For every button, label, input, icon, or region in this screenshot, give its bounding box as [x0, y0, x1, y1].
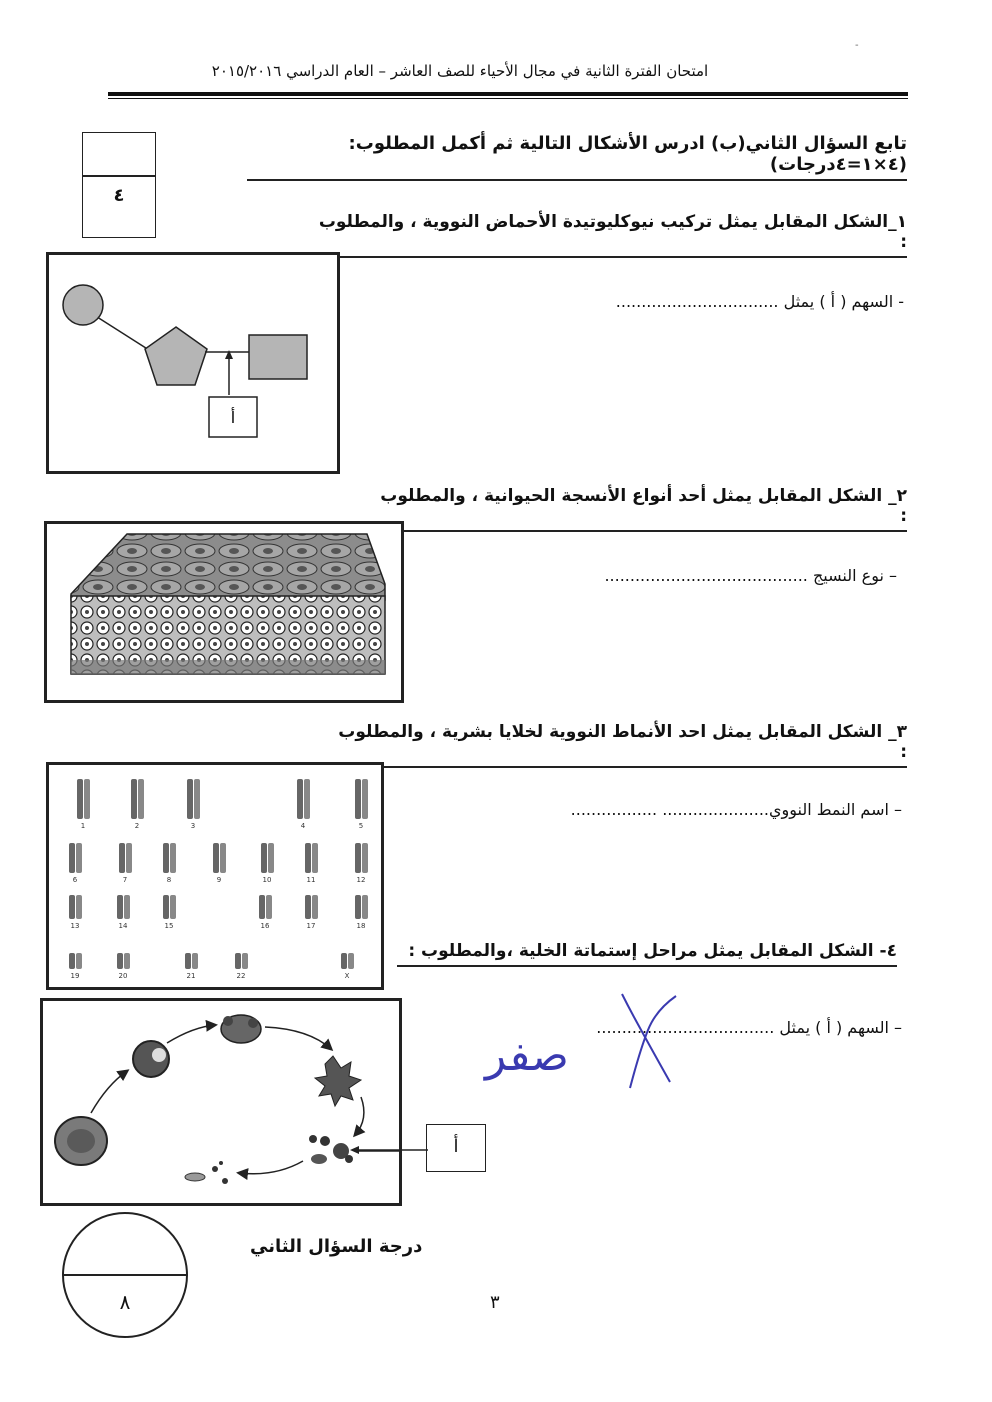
apoptosis-arrow-label: أ: [453, 1136, 459, 1157]
chromosome-label: 8: [166, 876, 172, 884]
chromosome-label: 17: [306, 922, 316, 930]
chromosome: [117, 895, 130, 930]
chromosome-label: 18: [356, 922, 366, 930]
chromosome: [213, 843, 226, 884]
question-grade-circle: [62, 1212, 188, 1338]
arrow-label: أ: [230, 408, 236, 427]
question-grade-label: درجة السؤال الثاني: [250, 1236, 423, 1257]
chromosome: [163, 843, 176, 884]
cell-stage-6: [185, 1161, 228, 1184]
chromosome: [185, 953, 198, 980]
question-score-box: [82, 132, 156, 238]
chromosome: [163, 895, 176, 930]
chromosome-label: 14: [118, 922, 128, 930]
tissue-figure: [44, 521, 404, 703]
chromosome: [297, 779, 310, 830]
item3-title: ٣_ الشكل المقابل يمثل احد الأنماط النووية لخلايا بشرية ، والمطلوب :: [337, 722, 907, 768]
chromosome: [77, 779, 90, 830]
question-score-value: ٤: [113, 185, 125, 206]
chromosome: [355, 779, 368, 830]
chromosome-label: 7: [122, 876, 128, 884]
chromosome: [261, 843, 274, 884]
item1-answer: - السهم ( أ ) يمثل ................................: [615, 292, 904, 311]
chromosome: [69, 843, 82, 884]
chromosome-label: 20: [118, 972, 128, 980]
tissue-diagram: [47, 524, 401, 700]
chromosome: [131, 779, 144, 830]
cell-stage-3: [221, 1015, 261, 1043]
chromosome-label: 5: [358, 822, 364, 830]
chromosome-label: 16: [260, 922, 270, 930]
grading-zero-mark: صفر: [485, 1030, 569, 1081]
apoptosis-arrow-pointer: [350, 1138, 430, 1162]
apoptosis-arrow-label-box: [426, 1124, 486, 1172]
question-title: تابع السؤال الثاني(ب) ادرس الأشكال التالية ثم أكمل المطلوب: (٤×١=٤درجات): [247, 133, 907, 181]
item4-answer: – السهم ( أ ) يمثل ...................................: [596, 1018, 902, 1037]
item1-title: ١_الشكل المقابل يمثل تركيب نيوكليوتيدة الأحماض النووية ، والمطلوب :: [307, 212, 907, 258]
chromosome-label: 3: [190, 822, 196, 830]
chromosome-label: 13: [70, 922, 80, 930]
chromosome: [117, 953, 130, 980]
sugar-shape: [145, 327, 207, 385]
chromosome-label: 4: [300, 822, 306, 830]
nucleotide-diagram: [49, 255, 337, 471]
chromosome-label: 9: [216, 876, 222, 884]
page-header-title: امتحان الفترة الثانية في مجال الأحياء للصف العاشر – العام الدراسي ٢٠١٥/٢٠١٦: [211, 62, 709, 80]
chromosome: [259, 895, 272, 930]
header-rule-thin: [108, 98, 908, 99]
item4-title: ٤- الشكل المقابل يمثل مراحل إستماتة الخلية ،والمطلوب :: [397, 941, 897, 967]
item3-answer: – اسم النمط النووي..................... .................: [570, 800, 902, 819]
cell-stage-4: [315, 1056, 361, 1106]
header-rule-thick: [108, 92, 908, 96]
chromosome: [235, 953, 248, 980]
karyotype-diagram: [49, 765, 381, 987]
item2-answer: – نوع النسيج ........................................: [604, 566, 897, 585]
phosphate-shape: [63, 285, 103, 325]
chromosome-label: 10: [262, 876, 272, 884]
corner-mark: -: [855, 40, 859, 51]
chromosome: [355, 843, 368, 884]
question-grade-value: ٨: [119, 1290, 131, 1314]
chromosome: [187, 779, 200, 830]
chromosome-label: 12: [356, 876, 366, 884]
apoptosis-figure: [40, 998, 402, 1206]
chromosome-label: 15: [164, 922, 174, 930]
chromosome-label: X: [344, 972, 350, 980]
chromosome-label: 6: [72, 876, 78, 884]
chromosome: [355, 895, 368, 930]
chromosome-label: 1: [80, 822, 86, 830]
chromosome-label: 11: [306, 876, 316, 884]
nucleotide-figure: [46, 252, 340, 474]
chromosome: [341, 953, 354, 980]
chromosome: [305, 895, 318, 930]
chromosome: [305, 843, 318, 884]
karyotype-figure: [46, 762, 384, 990]
chromosome: [119, 843, 132, 884]
apoptosis-diagram: [43, 1001, 399, 1203]
page-number: ٣: [490, 1292, 500, 1313]
chromosome: [69, 895, 82, 930]
cell-stage-5: [309, 1135, 353, 1164]
chromosome-label: 2: [134, 822, 140, 830]
base-shape: [249, 335, 307, 379]
chromosome-label: 19: [70, 972, 80, 980]
chromosome-label: 22: [236, 972, 246, 980]
item2-title: ٢_ الشكل المقابل يمثل أحد أنواع الأنسجة الحيوانية ، والمطلوب :: [377, 486, 907, 532]
chromosome-label: 21: [186, 972, 196, 980]
chromosome: [69, 953, 82, 980]
